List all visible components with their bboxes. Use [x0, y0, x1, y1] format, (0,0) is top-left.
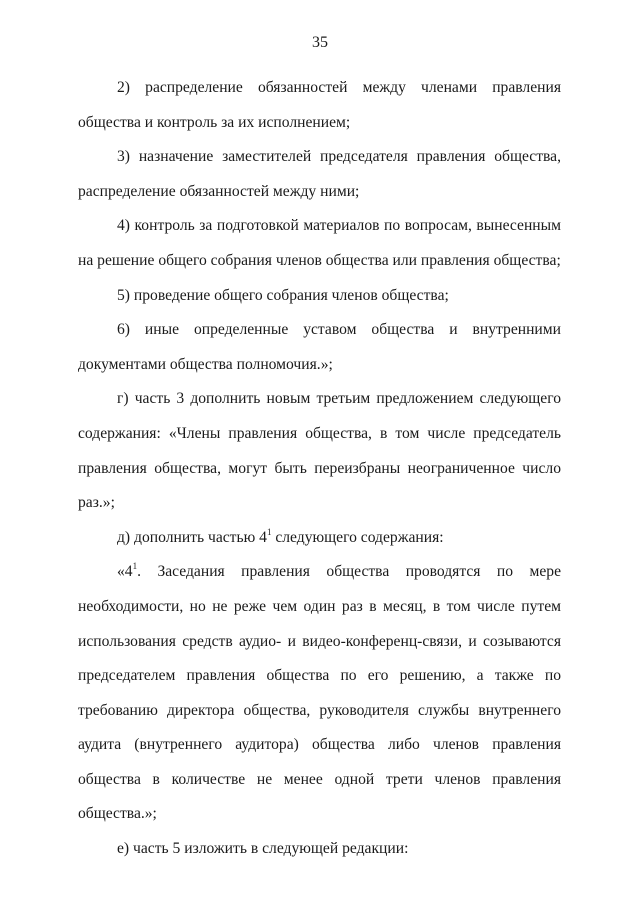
paragraph-g: г) часть 3 дополнить новым третьим предложением следующего содержания: «Члены правления общества, в том числе председатель правления общества, могут быть переизбраны неограниченное число раз.»;: [78, 390, 561, 512]
paragraph-d: д) дополнить частью $4^1$ следующего содержания:: [117, 526, 444, 546]
paragraph-4: 4) контроль за подготовкой материалов по вопросам, вынесенным на решение общего собрания членов общества или правления общества;: [78, 217, 561, 269]
paragraph-2: 2) распределение обязанностей между членами правления общества и контроль за их исполнением;: [78, 79, 561, 131]
page-number: 35: [312, 34, 328, 51]
document-body: [78, 71, 561, 867]
paragraph-3: 3) назначение заместителей председателя правления общества, распределение обязанностей между ними;: [78, 148, 561, 200]
paragraph-4-1: «$4^1$. Заседания правления общества проводятся по мере необходимости, но не реже чем один раз в месяц, в том числе путем использования средств аудио- и видео-конференц-связи, и созываются председателем правления общества по его решению, а также по требованию директора общества, руководителя службы внутреннего аудита (внутреннего аудитора) общества либо членов правления общества в количестве не менее одной трети членов правления общества.»;: [78, 561, 561, 823]
superscript-1: 1: [132, 561, 138, 572]
paragraph-6: 6) иные определенные уставом общества и внутренними документами общества полномочия.»;: [78, 321, 561, 373]
paragraph-5: 5) проведение общего собрания членов общества;: [117, 286, 449, 304]
paragraph-e: е) часть 5 изложить в следующей редакции:: [117, 840, 409, 858]
superscript-1: 1: [266, 526, 272, 537]
